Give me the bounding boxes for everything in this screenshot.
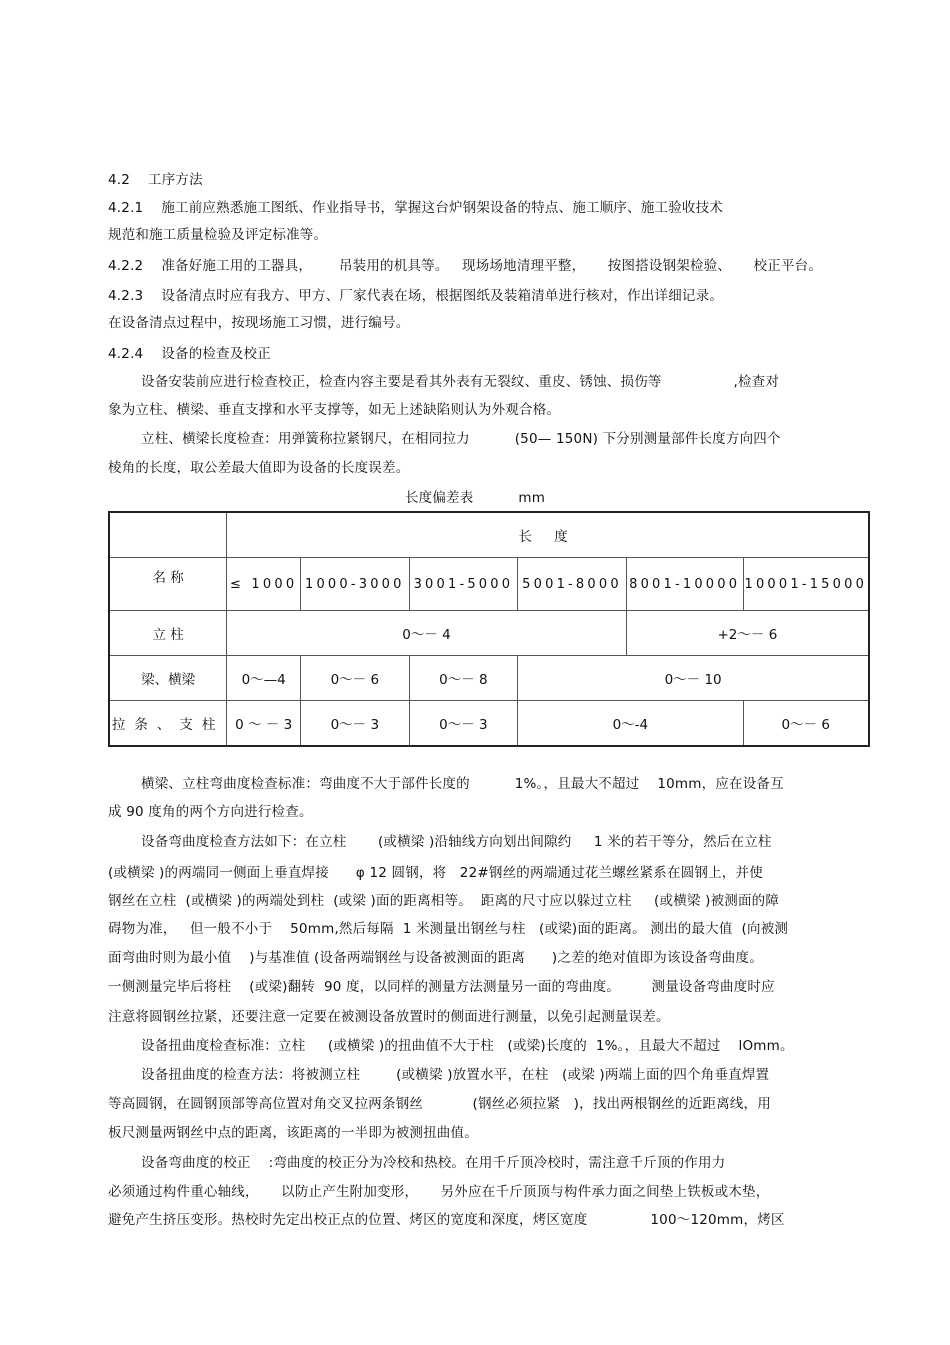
value-cell: 0～－ 8 bbox=[409, 656, 518, 701]
value-cell: 0～－ 4 bbox=[227, 611, 627, 656]
length-para-line1: 立柱、横梁长度检查：用弹簧称拉紧钢尺，在相同拉力 (50— 150N) 下分别测量部件长度方向四个 bbox=[141, 431, 781, 447]
para-4-2-2: 4.2.2 准备好施工用的工器具， 吊装用的机具等。 现场场地清理平整， 按图搭设钢架检验、 校正平台。 bbox=[108, 258, 823, 274]
range-cell: 10001-15000 bbox=[743, 558, 869, 611]
value-cell: 0 ～ － 3 bbox=[227, 701, 301, 747]
table-corner-cell bbox=[109, 512, 227, 558]
row-name: 梁、横梁 bbox=[109, 656, 227, 701]
bend-method-line4: 碍物为准， 但一般不小于 50mm,然后每隔 1 米测量出钢丝与柱 (或梁)面的距离。 测出的最大值 (向被测 bbox=[108, 921, 789, 937]
twist-std: 设备扭曲度检查标准：立柱 (或横梁 )的扭曲值不大于柱 (或梁)长度的 1%。，且最大不超过 lOmm。 bbox=[141, 1038, 794, 1054]
range-cell: 1000-3000 bbox=[301, 558, 410, 611]
name-header: 名 称 bbox=[109, 558, 227, 611]
heading-4-2-4: 4.2.4 设备的检查及校正 bbox=[108, 346, 271, 362]
bend-method-line3: 钢丝在立柱 (或横梁 )的两端处到柱 (或梁 )面的距离相等。 距离的尺寸应以躲过立柱 (或横梁 )被测面的障 bbox=[108, 893, 780, 909]
header-length: 长 度 bbox=[227, 512, 869, 558]
para-4-2-1-line2: 规范和施工质量检验及评定标准等。 bbox=[108, 227, 328, 243]
table-row bbox=[109, 611, 869, 656]
bend-std-line2: 成 90 度角的两个方向进行检查。 bbox=[108, 804, 313, 820]
heading-4-2: 4.2 工序方法 bbox=[108, 172, 203, 188]
value-cell: 0～—4 bbox=[227, 656, 301, 701]
inspect-para-line2: 象为立柱、横梁、垂直支撑和水平支撑等，如无上述缺陷则认为外观合格。 bbox=[108, 402, 561, 418]
table-row bbox=[109, 701, 869, 747]
bend-std-line1: 横梁、立柱弯曲度检查标准：弯曲度不大于部件长度的 1%。，且最大不超过 10mm，应在设备互 bbox=[141, 776, 784, 792]
table-range-row bbox=[109, 558, 869, 611]
table-caption: 长度偏差表 mm bbox=[404, 490, 546, 506]
value-cell: 0～－ 10 bbox=[518, 656, 869, 701]
twist-method-line1: 设备扭曲度的检查方法：将被测立柱 (或横梁 )放置水平，在柱 (或梁 )两端上面的四个角垂直焊置 bbox=[141, 1067, 770, 1083]
value-cell: 0～－ 6 bbox=[301, 656, 410, 701]
bend-method-line7: 注意将圆钢丝拉紧，还要注意一定要在被测设备放置时的侧面进行测量，以免引起测量误差。 bbox=[108, 1009, 670, 1025]
para-4-2-3-line1: 4.2.3 设备清点时应有我方、甲方、厂家代表在场，根据图纸及装箱清单进行核对，作出详细记录。 bbox=[108, 288, 724, 304]
range-cell: 8001-10000 bbox=[626, 558, 743, 611]
inspect-para-line1: 设备安装前应进行检查校正，检查内容主要是看其外表有无裂纹、重皮、锈蚀、损伤等 ,检查对 bbox=[141, 374, 780, 390]
twist-method-line3: 板尺测量两钢丝中点的距离，该距离的一半即为被测扭曲值。 bbox=[108, 1125, 478, 1141]
value-cell: 0～－ 3 bbox=[301, 701, 410, 747]
twist-method-line2: 等高圆钢，在圆钢顶部等高位置对角交叉拉两条钢丝 (钢丝必须拉紧 )，找出两根钢丝的近距离线，用 bbox=[108, 1096, 771, 1112]
bend-method-line6: 一侧测量完毕后将柱 (或梁)翻转 90 度，以同样的测量方法测量另一面的弯曲度。 测量设备弯曲度时应 bbox=[108, 979, 775, 995]
length-para-line2: 棱角的长度，取公差最大值即为设备的长度误差。 bbox=[108, 460, 410, 476]
bend-method-line2: (或横梁 )的两端同一侧面上垂直焊接 φ 12 圆钢，将 22#钢丝的两端通过花兰螺丝紧系在圆钢上，并使 bbox=[108, 865, 763, 881]
value-cell: 0～－ 3 bbox=[409, 701, 518, 747]
length-deviation-table bbox=[108, 511, 870, 747]
value-cell: 0～－ 6 bbox=[743, 701, 869, 747]
bend-method-line5: 面弯曲时则为最小值 )与基准值 (设备两端钢丝与设备被测面的距离 )之差的绝对值即为该设备弯曲度。 bbox=[108, 950, 763, 966]
table-header-row bbox=[109, 512, 869, 558]
para-4-2-1-line1: 4.2.1 施工前应熟悉施工图纸、作业指导书，掌握这台炉钢架设备的特点、施工顺序、施工验收技术 bbox=[108, 200, 724, 216]
range-cell: ≤ 1000 bbox=[227, 558, 301, 611]
range-cell: 3001-5000 bbox=[409, 558, 518, 611]
value-cell: 0～-4 bbox=[518, 701, 743, 747]
table-row bbox=[109, 656, 869, 701]
value-cell: +2～－ 6 bbox=[626, 611, 869, 656]
para-4-2-3-line2: 在设备清点过程中，按现场施工习惯，进行编号。 bbox=[108, 315, 410, 331]
correction-line2: 必须通过构件重心轴线， 以防止产生附加变形， 另外应在千斤顶顶与构件承力面之间垫上铁板或木垫， bbox=[108, 1184, 770, 1200]
bend-method-line1: 设备弯曲度检查方法如下：在立柱 (或横梁 )沿轴线方向划出间隙约 1 米的若干等分，然后在立柱 bbox=[141, 834, 772, 850]
row-name: 拉条、支柱 bbox=[109, 701, 227, 747]
correction-line3: 避免产生挤压变形。热校时先定出校正点的位置、烤区的宽度和深度，烤区宽度 100～120mm，烤区 bbox=[108, 1212, 785, 1228]
row-name: 立 柱 bbox=[109, 611, 227, 656]
range-cell: 5001-8000 bbox=[518, 558, 627, 611]
correction-line1: 设备弯曲度的校正 :弯曲度的校正分为冷校和热校。在用千斤顶冷校时，需注意千斤顶的作用力 bbox=[141, 1155, 726, 1171]
